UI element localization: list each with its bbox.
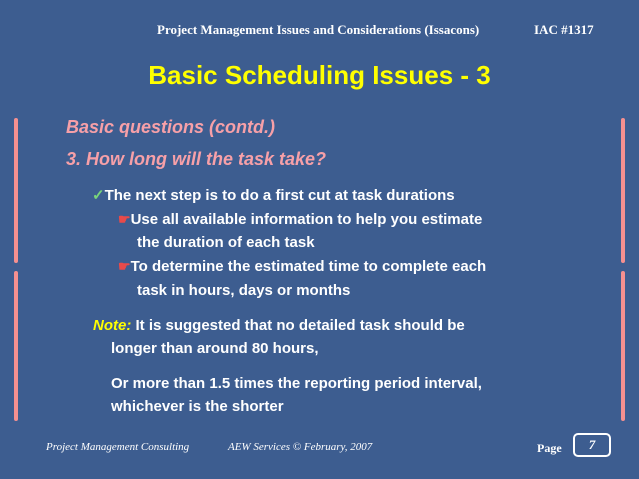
check-mark-icon: ✓	[92, 187, 105, 204]
pointing-hand-icon: ☛	[118, 258, 131, 274]
footer-company: Project Management Consulting	[46, 441, 190, 453]
left-decor-bar-bottom	[14, 271, 18, 421]
sub-bullet-1-text: Use all available information to help you estimate	[130, 211, 483, 228]
sub-bullet-2-text: To determine the estimated time to complete each	[130, 258, 487, 275]
pointing-hand-icon: ☛	[118, 211, 131, 227]
sub-bullet-1	[118, 208, 482, 231]
bullet-main-text: The next step is to do a first cut at task durations	[104, 187, 455, 204]
left-decor-bar-top	[14, 118, 18, 263]
page-number-badge: 7	[573, 433, 611, 457]
subheading-basic-questions: Basic questions (contd.)	[66, 117, 276, 137]
note-label: Note:	[93, 317, 132, 334]
slide-title: Basic Scheduling Issues - 3	[148, 60, 491, 90]
bullet-main	[92, 184, 455, 207]
note-line-4: whichever is the shorter	[111, 398, 284, 415]
right-decor-bar-bottom	[621, 271, 625, 421]
subheading-question-3: 3. How long will the task take?	[66, 149, 327, 169]
header-code: IAC #1317	[534, 22, 594, 37]
sub-bullet-1-continued: the duration of each task	[137, 234, 315, 251]
note-text-1: It is suggested that no detailed task should be	[131, 317, 465, 334]
right-decor-bar-top	[621, 118, 625, 263]
note-line-3: Or more than 1.5 times the reporting period interval,	[111, 375, 482, 392]
sub-bullet-2-continued: task in hours, days or months	[137, 282, 351, 299]
note-line-2: longer than around 80 hours,	[111, 340, 319, 357]
header-title: Project Management Issues and Considerations (Issacons)	[157, 22, 480, 37]
sub-bullet-2	[118, 255, 486, 278]
footer-page-label: Page	[537, 441, 562, 455]
note-line-1	[93, 314, 465, 337]
footer-copyright: AEW Services © February, 2007	[228, 441, 373, 453]
